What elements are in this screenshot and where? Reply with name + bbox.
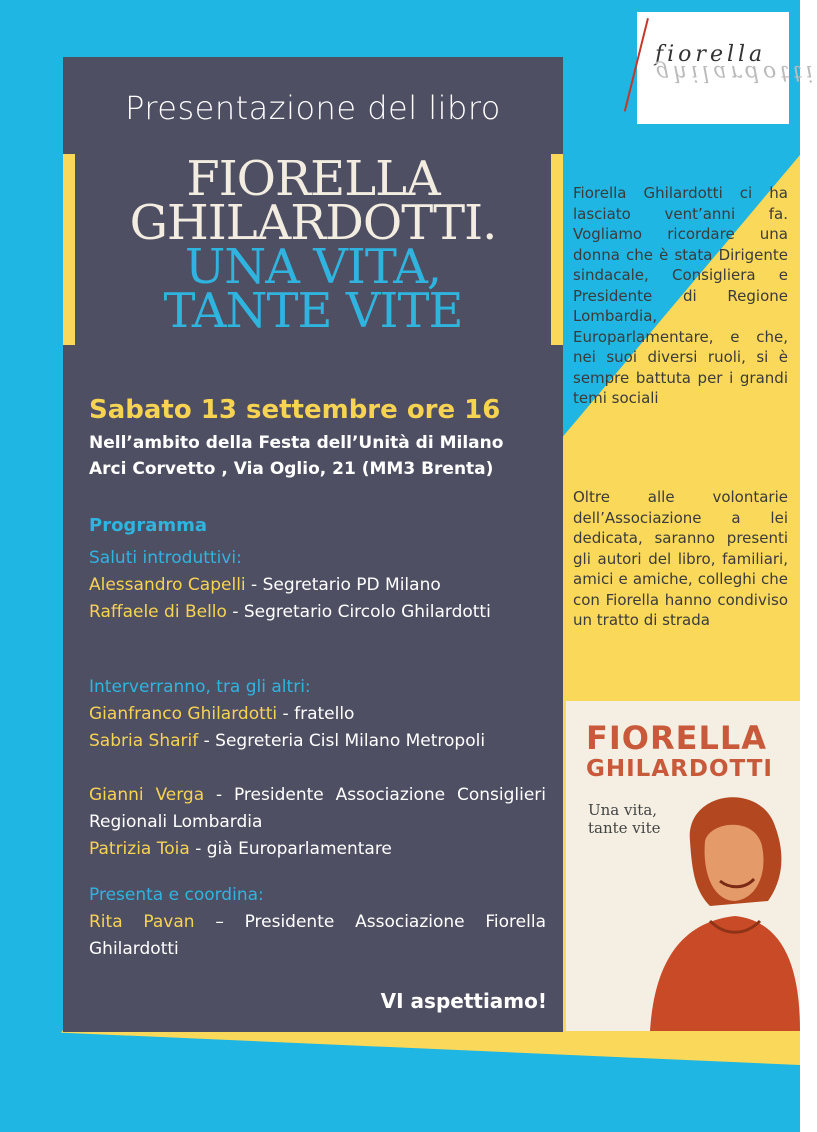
event-date: Sabato 13 settembre ore 16	[89, 395, 501, 425]
presenta-label: Presenta e coordina:	[89, 885, 264, 905]
speaker-line	[89, 572, 546, 599]
title-line-3: UNA VITA,	[184, 239, 442, 295]
title-line-1: FIORELLA	[186, 151, 440, 207]
saluti-label: Saluti introduttivi:	[89, 548, 242, 568]
logo-text: fiorella	[655, 42, 767, 67]
programma-heading: Programma	[89, 515, 208, 536]
speaker-name: Raffaele di Bello	[89, 602, 227, 622]
speaker-role: - già Europarlamentare	[189, 839, 392, 859]
speaker-line	[89, 599, 546, 626]
closing-text: VI aspettiamo!	[380, 989, 547, 1013]
speaker-name: Sabria Sharif	[89, 731, 199, 751]
speaker-line	[89, 836, 546, 863]
book-title	[63, 151, 563, 339]
cover-subtitle-1: Una vita,	[588, 801, 658, 819]
speaker-role: - fratello	[277, 704, 355, 724]
cover-subtitle-2: tante vite	[588, 819, 661, 837]
title-line-4: TANTE VITE	[163, 283, 463, 339]
logo-mirror-text: ghilardotti	[655, 60, 817, 85]
main-panel	[63, 57, 563, 1032]
side-paragraph-1: Fiorella Ghilardotti ci ha lasciato vent’anni fa. Vogliamo ricordare una donna che è stata Dirigente sindacale, Consigliera e Presidente di Regione Lombardia, Europarlamentare, e che, nei suoi diversi ruoli, si è sempre battuta per i grandi temi sociali	[573, 184, 788, 407]
interverranno-label: Interverranno, tra gli altri:	[89, 677, 311, 697]
speaker-name: Rita Pavan	[89, 912, 195, 932]
speaker-role: – Presidente Associazione Fiorella Ghilardotti	[89, 912, 546, 959]
event-subtitle: Presentazione del libro	[125, 89, 501, 127]
venue-line-2: Arci Corvetto , Via Oglio, 21 (MM3 Brenta)	[89, 459, 494, 479]
cover-title-1: FIORELLA	[586, 719, 768, 757]
speaker-role: - Segretario PD Milano	[245, 575, 441, 595]
side-paragraph-2: Oltre alle volontarie dell’Associazione a lei dedicata, saranno presenti gli autori del libro, familiari, amici e amiche, colleghi che con Fiorella hanno condiviso un tratto di strada	[573, 488, 788, 629]
speaker-line	[89, 909, 546, 963]
speaker-role: - Presidente Associazione Consiglieri Regionali Lombardia	[89, 785, 546, 832]
speaker-line	[89, 701, 546, 728]
speaker-name: Gianni Verga	[89, 785, 205, 805]
speaker-role: - Segretario Circolo Ghilardotti	[226, 602, 491, 622]
cover-title-2: GHILARDOTTI	[586, 756, 773, 782]
venue-line-1: Nell’ambito della Festa dell’Unità di Milano	[89, 433, 504, 453]
speaker-name: Patrizia Toia	[89, 839, 190, 859]
speaker-line	[89, 728, 546, 755]
fiorella-logo	[637, 12, 817, 124]
speaker-name: Alessandro Capelli	[89, 575, 246, 595]
speaker-role: - Segreteria Cisl Milano Metropoli	[198, 731, 486, 751]
cover-portrait	[650, 771, 800, 1031]
speaker-line	[89, 782, 546, 836]
book-cover	[566, 701, 800, 1031]
title-line-2: GHILARDOTTI.	[129, 195, 497, 251]
speaker-name: Gianfranco Ghilardotti	[89, 704, 278, 724]
